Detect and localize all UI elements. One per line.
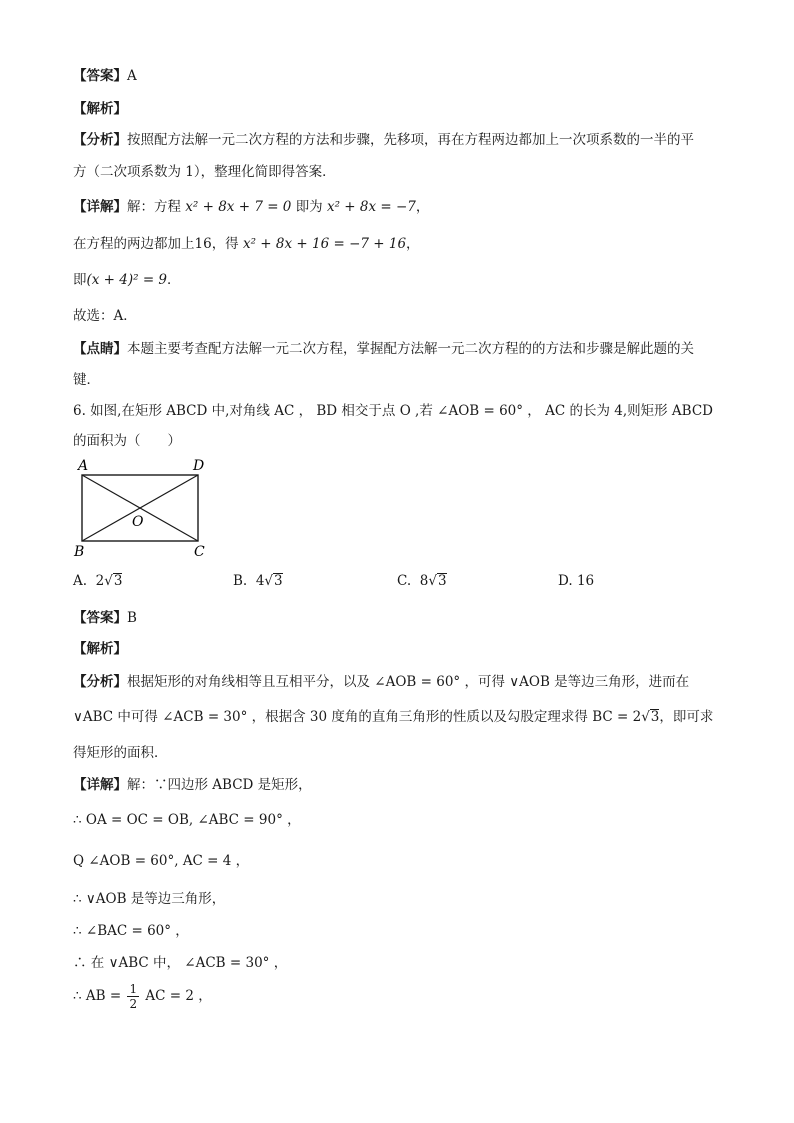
step6-lhs: ∴ AB = xyxy=(73,988,122,1004)
option-d-letter: D. xyxy=(558,573,573,589)
step6-rhs: AC = 2 ， xyxy=(145,988,212,1004)
q6-analysis-line xyxy=(73,640,127,658)
option-c-coef: 8 xyxy=(419,573,429,589)
label-a: A xyxy=(78,458,89,474)
label-b: B xyxy=(74,544,85,560)
q6-stem-line1: 6. 如图,在矩形 ABCD 中,对角线 AC ， BD 相交于点 O ,若 ∠AOB = 60° ， AC 的长为 4,则矩形 ABCD xyxy=(73,403,713,419)
q6-stem-line2: 的面积为（ ） xyxy=(73,433,181,449)
comma: ， xyxy=(415,199,430,215)
q5-answer-line xyxy=(73,67,137,85)
xiangjie-tag: 【详解】 xyxy=(73,199,127,215)
q5-xiangjie-line xyxy=(73,198,429,216)
label-d: D xyxy=(193,458,205,474)
fraction-numerator: 1 xyxy=(129,982,138,996)
answer-tag: 【答案】 xyxy=(73,68,127,84)
fraction-denominator: 2 xyxy=(129,997,138,1011)
q6-step3: ∴ ∨AOB 是等边三角形， xyxy=(73,891,226,907)
option-d[interactable] xyxy=(558,573,594,589)
step-text-2: ，得 xyxy=(211,236,239,252)
xiangjie-tag: 【详解】 xyxy=(73,777,127,793)
q5-fenxi-line2: 方（二次项系数为 1），整理化简即得答案． xyxy=(73,164,336,180)
fraction-one-half xyxy=(127,982,139,1011)
analysis-tag: 【解析】 xyxy=(73,641,127,657)
option-b-coef: 4 xyxy=(255,573,265,589)
q6-step1: ∴ OA = OC = OB, ∠ABC = 90° ， xyxy=(73,812,301,828)
equation-moved: x² + 8x = −7 xyxy=(326,199,416,215)
fenxi-text-a: ∨ABC 中可得 ∠ACB = 30° ，根据含 30 度角的直角三角形的性质以及勾股定理求得 BC = 2 xyxy=(73,709,642,725)
comment-tag: 【点睛】 xyxy=(73,341,127,357)
q5-step-line xyxy=(73,235,420,253)
fenxi-tag: 【分析】 xyxy=(73,132,127,148)
step-text: 在方程的两边都加上 xyxy=(73,236,195,252)
analysis-tag: 【解析】 xyxy=(73,101,127,117)
comma: ， xyxy=(406,236,420,252)
fenxi-text: 根据矩形的对角线相等且互相平分，以及 ∠AOB = 60° ，可得 ∨AOB 是等边三角形，进而在 xyxy=(127,674,690,690)
fenxi-radicand: 3 xyxy=(650,709,660,725)
option-c[interactable]: C. 8√3 xyxy=(397,573,447,589)
result-text: 即 xyxy=(73,272,87,288)
option-b-radicand: 3 xyxy=(274,573,283,589)
label-c: C xyxy=(194,544,205,560)
option-c-radicand: 3 xyxy=(437,573,447,589)
q6-step4: ∴ ∠BAC = 60° ， xyxy=(73,923,189,939)
q6-fenxi-line2: ∨ABC 中可得 ∠ACB = 30° ，根据含 30 度角的直角三角形的性质以及勾股定理求得 BC = 2√3，即可求 xyxy=(73,709,714,725)
q5-analysis-line xyxy=(73,100,127,118)
xiangjie-connector: 即为 xyxy=(295,199,323,215)
q6-xiangjie-line xyxy=(73,776,312,794)
option-b-letter: B. xyxy=(233,573,248,589)
equation-added: x² + 8x + 16 = −7 + 16 xyxy=(242,236,407,252)
comment-text: 本题主要考查配方法解一元二次方程，掌握配方法解一元二次方程的的方法和步骤是解此题的关 xyxy=(127,341,694,357)
q5-comment-line2: 键． xyxy=(73,372,100,388)
fenxi-text-b: ，即可求 xyxy=(659,709,714,725)
rectangle-figure xyxy=(70,455,230,565)
fenxi-text: 按照配方法解一元二次方程的方法和步骤，先移项，再在方程两边都加上一次项系数的一半的平 xyxy=(127,132,694,148)
fenxi-tag: 【分析】 xyxy=(73,674,127,690)
label-o: O xyxy=(132,514,144,530)
q5-fenxi-line1 xyxy=(73,131,694,149)
q5-comment-line1 xyxy=(73,340,694,358)
option-c-letter: C. xyxy=(397,573,412,589)
equation-result: (x + 4)² = 9 xyxy=(86,272,168,288)
answer-value: A xyxy=(127,68,137,84)
q6-step5: ∴ 在 ∨ABC 中， ∠ACB = 30° ， xyxy=(73,955,288,971)
option-b[interactable]: B. 4√3 xyxy=(233,573,283,589)
q5-result-line xyxy=(73,271,181,289)
option-a-coef: 2 xyxy=(95,573,105,589)
q6-fenxi-line3: 得矩形的面积． xyxy=(73,745,168,761)
option-a-letter: A. xyxy=(73,573,88,589)
option-a-radicand: 3 xyxy=(113,573,123,589)
option-a[interactable]: A. 2√3 xyxy=(73,573,123,589)
q6-fenxi-line1 xyxy=(73,673,689,691)
answer-tag: 【答案】 xyxy=(73,610,127,626)
answer-value: B xyxy=(127,610,137,626)
q6-step2: Q ∠AOB = 60°, AC = 4 ， xyxy=(73,853,250,869)
option-d-value: 16 xyxy=(576,573,595,589)
equation-original: x² + 8x + 7 = 0 xyxy=(185,199,292,215)
q6-answer-line xyxy=(73,609,137,627)
xiangjie-text: 解：方程 xyxy=(127,199,181,215)
xiangjie-text: 解：∵四边形 ABCD 是矩形， xyxy=(127,777,312,793)
step-number: 16 xyxy=(194,236,212,252)
q5-choose-line: 故选：A． xyxy=(73,308,137,324)
period: ． xyxy=(167,272,181,288)
q6-step6 xyxy=(73,980,212,1012)
